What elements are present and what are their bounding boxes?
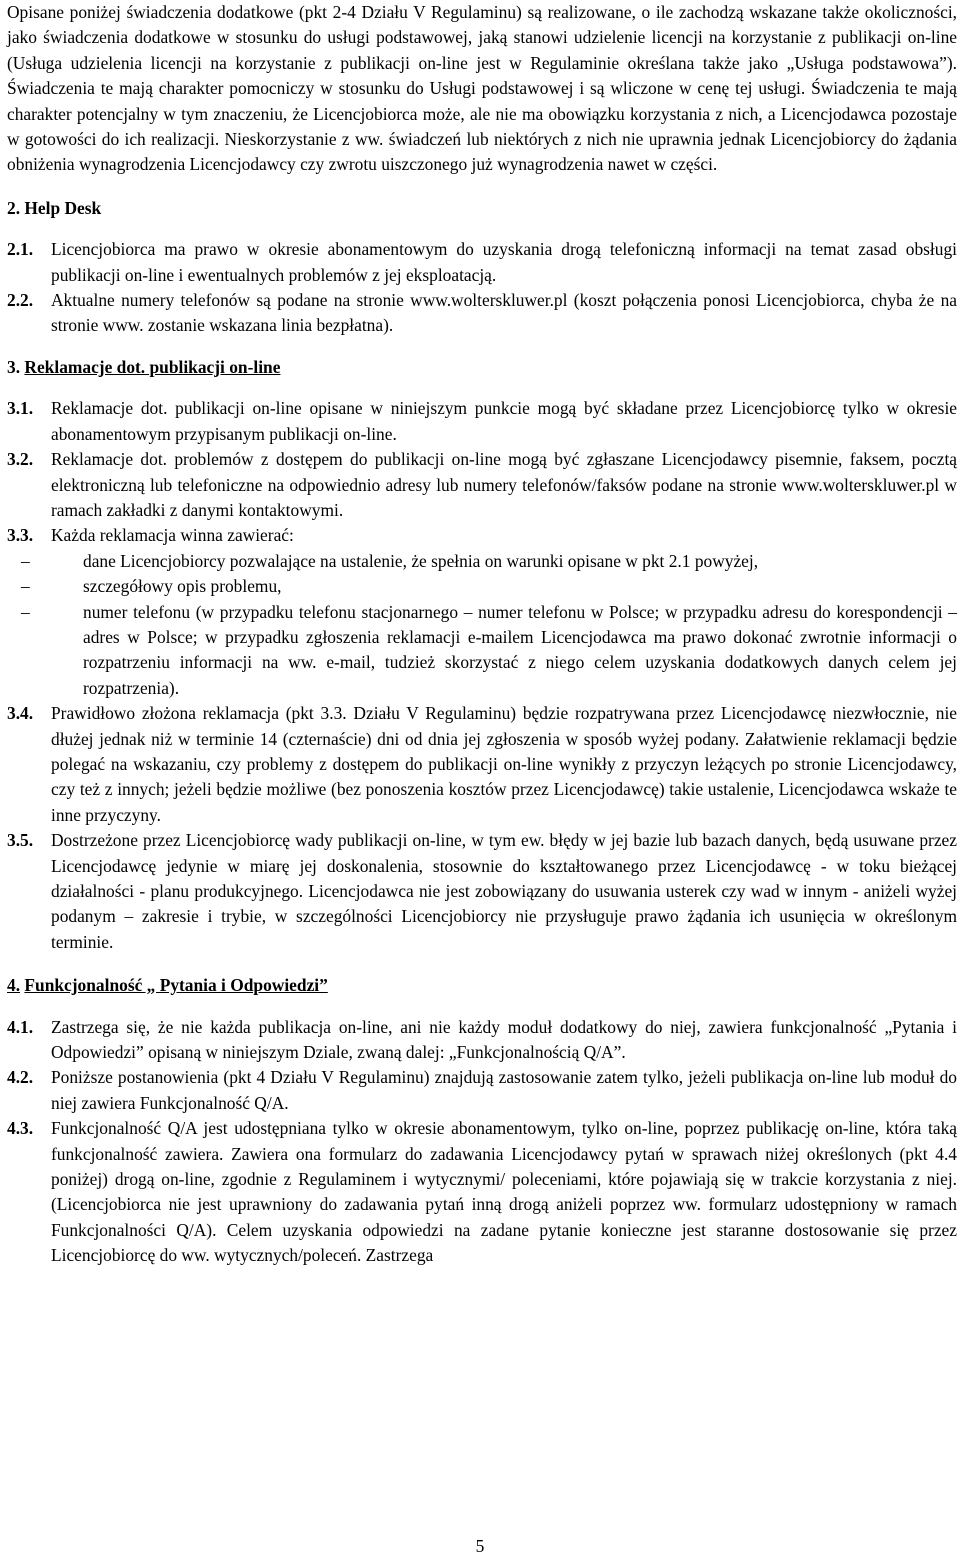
dash-bullet: –: [21, 576, 30, 597]
clause-text: Każda reklamacja winna zawierać:: [51, 525, 294, 546]
clause-number: 4.3.: [7, 1118, 34, 1139]
clause-number: 4.2.: [7, 1067, 34, 1088]
section-2-number: 2.: [7, 197, 21, 218]
spacer: [7, 339, 957, 355]
clause-text: Prawidłowo złożona reklamacja (pkt 3.3. Działu V Regulaminu) będzie rozpatrywana przez Licencjodawcę niezwłocznie, nie dłużej jednak niż w terminie 14 (czternaście) dni od dnia jej zgłoszenia w sposób wyżej podany. Załatwienie reklamacji będzie polegać na wskazaniu, czy problemy z dostępem do publikacji on-line wynikły z przyczyn leżących po stronie Licencjodawcy, czy też z innych; jeżeli będzie możliwe (bez ponoszenia kosztów przez Licencjodawcę) takie ustalenie, Licencjodawca wskaże te inne przyczyny.: [51, 703, 957, 825]
section-2-title: Help Desk: [24, 197, 102, 218]
clause-text: Zastrzega się, że nie każda publikacja on-line, ani nie każdy moduł dodatkowy do niej, zawiera funkcjonalność „Pytania i Odpowiedzi” opisaną w niniejszym Dziale, zwaną dalej: „Funkcjonalnością Q/A”.: [51, 1016, 957, 1063]
clause-number: 4.1.: [7, 1016, 34, 1037]
clause-number: 3.1.: [7, 398, 34, 419]
spacer: [7, 221, 957, 237]
clause-4-3: [7, 1116, 957, 1268]
list-item-text: numer telefonu (w przypadku telefonu stacjonarnego – numer telefonu w Polsce; w przypadku adresu do korespondencji – adres w Polsce; w przypadku zgłoszenia reklamacji e-mailem Licencjodawca ma prawo dokonać zwrotnie informacji o rozpatrzeniu informacji na ww. e-mail, tudzież skorzystać z niego celem uzyskania dodatkowych danych celem jej rozpatrzenia).: [83, 601, 957, 698]
clause-number: 3.2.: [7, 449, 34, 470]
list-item: [7, 574, 957, 599]
dash-bullet: –: [21, 550, 30, 571]
spacer: [7, 178, 957, 196]
spacer: [7, 999, 957, 1015]
clause-3-1: [7, 396, 957, 447]
list-item-text: dane Licencjobiorcy pozwalające na ustalenie, że spełnia on warunki opisane w pkt 2.1 powyżej,: [83, 550, 759, 571]
dash-bullet: –: [21, 601, 30, 622]
section-4-number: 4.: [7, 975, 21, 996]
section-2-heading: [7, 196, 957, 221]
intro-paragraph: Opisane poniżej świadczenia dodatkowe (pkt 2-4 Działu V Regulaminu) są realizowane, o ile zachodzą wskazane także okoliczności, jako świadczenia dodatkowe w stosunku do usługi podstawowej, jaką stanowi udzielenie licencji na korzystanie z publikacji on-line (Usługa udzielenia licencji na korzystanie z publikacji on-line jest w Regulaminie określana także jako „Usługa podstawowa”). Świadczenia te mają charakter pomocniczy w stosunku do Usługi podstawowej i są wliczone w cenę tej usługi. Świadczenia te mają charakter potencjalny w tym znaczeniu, że Licencjobiorca może, ale nie ma obowiązku korzystania z nich, a Licencjodawca pozostaje w gotowości do ich realizacji. Nieskorzystanie z ww. świadczeń lub niektórych z nich nie uprawnia jednak Licencjobiorcy do żądania obniżenia wynagrodzenia Licencjodawcy czy zwrotu uiszczonego już wynagrodzenia nawet w części.: [7, 2, 957, 175]
clause-number: 2.1.: [7, 239, 34, 260]
clause-3-5: [7, 828, 957, 955]
clause-number: 3.4.: [7, 703, 34, 724]
requirements-list: [7, 549, 957, 701]
clause-text: Dostrzeżone przez Licencjobiorcę wady publikacji on-line, w tym ew. błędy w jej bazie lub bazach danych, będą usuwane przez Licencjodawcę jedynie w miarę jej doskonalenia, stosownie do kształtowanego przez Licencjodawcę - w toku bieżącej działalności - planu produkcyjnego. Licencjodawca nie jest zobowiązany do usuwania usterek czy wad w innym - aniżeli wyżej podanym – zakresie i trybie, w szczególności Licencjobiorcy nie przysługuje prawo żądania ich usunięcia w określonym terminie.: [51, 830, 957, 952]
clause-text: Licencjobiorca ma prawo w okresie abonamentowym do uzyskania drogą telefoniczną informacji na temat zasad obsługi publikacji on-line i ewentualnych problemów z jej eksploatacją.: [51, 239, 957, 285]
clause-3-4: [7, 701, 957, 828]
spacer: [7, 955, 957, 973]
clause-text: Poniższe postanowienia (pkt 4 Działu V Regulaminu) znajdują zastosowanie zatem tylko, jeżeli publikacja on-line lub moduł do niej zawiera Funkcjonalność Q/A.: [51, 1067, 957, 1113]
clause-2-2: [7, 288, 957, 339]
clause-number: 2.2.: [7, 290, 34, 311]
clause-text: Aktualne numery telefonów są podane na stronie www.wolterskluwer.pl (koszt połączenia ponosi Licencjobiorca, chyba że na stronie www. zostanie wskazana linia bezpłatna).: [51, 290, 957, 336]
clause-text: Reklamacje dot. publikacji on-line opisane w niniejszym punkcie mogą być składane przez Licencjobiorcę tylko w okresie abonamentowym przypisanym publikacji on-line.: [51, 398, 957, 444]
clause-2-1: [7, 237, 957, 288]
clause-text: Funkcjonalność Q/A jest udostępniana tylko w okresie abonamentowym, tylko on-line, poprzez publikację on-line, która taką funkcjonalność zawiera. Zawiera ona formularz do zadawania Licencjodawcy pytań w sprawach niżej określonych (pkt 4.4 poniżej) drogą on-line, zgodnie z Regulaminem i wytycznymi/ poleceniami, które pojawiają się w trakcie korzystania z niej. (Licencjobiorca nie jest uprawniony do zadawania pytań inną drogą aniżeli poprzez ww. formularz udostępniony w ramach Funkcjonalności Q/A). Celem uzyskania odpowiedzi na zadane pytanie konieczne jest staranne dostosowanie się przez Licencjobiorcę do ww. wytycznych/poleceń. Zastrzega: [51, 1118, 957, 1266]
spacer: [7, 380, 957, 396]
document-page: [7, 0, 957, 1269]
clause-number: 3.5.: [7, 830, 34, 851]
list-item: [7, 549, 957, 574]
list-item: [7, 600, 957, 702]
section-4-heading: [7, 973, 957, 998]
section-3-title: Reklamacje dot. publikacji on-line: [24, 356, 281, 377]
clause-3-2: [7, 447, 957, 523]
clause-number: 3.3.: [7, 525, 34, 546]
section-3-heading: [7, 355, 957, 380]
list-item-text: szczegółowy opis problemu,: [83, 576, 282, 597]
clause-4-1: [7, 1015, 957, 1066]
clause-4-2: [7, 1065, 957, 1116]
clause-3-3: [7, 523, 957, 548]
page-number: 5: [475, 1536, 485, 1556]
clause-text: Reklamacje dot. problemów z dostępem do publikacji on-line mogą być zgłaszane Licencjodawcy pisemnie, faksem, pocztą elektroniczną lub telefoniczne na odpowiednio adresy lub numery telefonów/faksów podane na stronie www.wolterskluwer.pl w ramach zakładki z danymi kontaktowymi.: [51, 449, 957, 520]
section-3-number: 3.: [7, 356, 21, 377]
section-4-title: Funkcjonalność „ Pytania i Odpowiedzi”: [24, 975, 328, 996]
